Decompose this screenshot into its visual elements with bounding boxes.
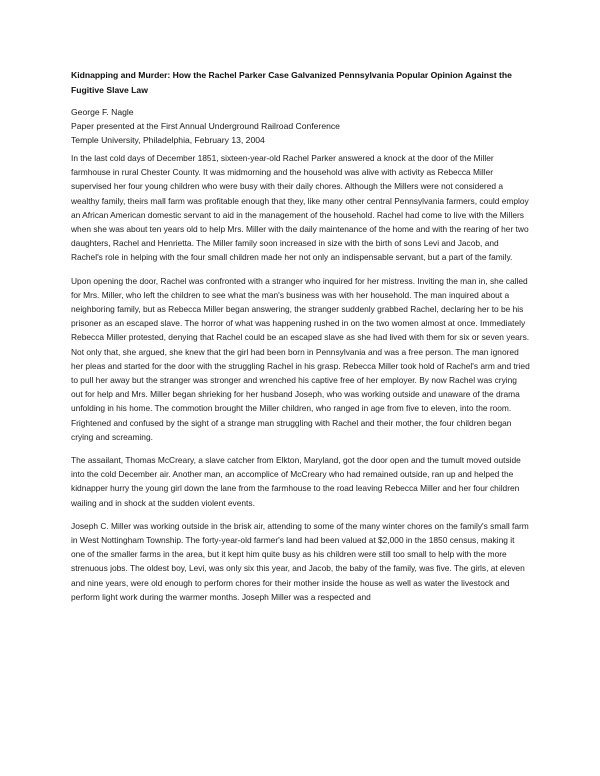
author-name: George F. Nagle <box>71 107 134 117</box>
body-paragraph: In the last cold days of December 1851, sixteen-year-old Rachel Parker answered a knock at the door of the Miller farmhouse in rural Chester County. It was midmorning and the household was alive with activity as Rebecca Miller supervised her four young children who were busy with their daily chores. Although the Millers were not considered a wealthy family, theirs mall farm was profitable enough that they, like many other central Pennsylvania farmers, could employ an African American domestic servant to aid in the management of the household. Rachel had come to live with the Millers when she was about ten years old to help Mrs. Miller with the daily maintenance of the home and with the rearing of her two daughters, Rachel and Henrietta. The Miller family soon increased in size with the birth of sons Levi and Jacob, and Rachel's role in helping with the four small children made her not only an indispensable servant, but a part of the family. <box>71 153 529 263</box>
byline <box>71 105 530 147</box>
paper-title: Kidnapping and Murder: How the Rachel Parker Case Galvanized Pennsylvania Popular Opinion Against the Fugitive Slave Law <box>71 70 512 95</box>
affiliation-date-line: Temple University, Philadelphia, February 13, 2004 <box>71 135 265 145</box>
body-paragraph: Upon opening the door, Rachel was confronted with a stranger who inquired for her mistress. Inviting the man in, she called for Mrs. Miller, who left the children to see what the man's business was with her household. The man inquired about a neighboring family, but as Rebecca Miller began answering, the stranger suddenly grabbed Rachel, declaring her to be his prisoner as an escaped slave. The horror of what was happening rushed in on the two women almost at once. Immediately Rebecca Miller protested, denying that Rachel could be an escaped slave as she had lived with them for six or seven years. Not only that, she argued, she knew that the girl had been born in Pennsylvania and was a free person. The man ignored her pleas and started for the door with the struggling Rachel in his grasp. Rebecca Miller took hold of Rachel's arm and tried to pull her away but the stranger was stronger and wrenched his captive free of her employer. By now Rachel was crying out for help and Mrs. Miller began shrieking for her husband Joseph, who was working outside and unaware of the drama unfolding in his home. The commotion brought the Miller children, who ranged in age from five to eleven, into the room. Frightened and confused by the sight of a strange man struggling with Rachel and their mother, the four children began crying and screaming. <box>71 275 530 442</box>
body-paragraph: Joseph C. Miller was working outside in the brisk air, attending to some of the many winter chores on the family's small farm in West Nottingham Township. The forty-year-old farmer's land had been valued at $2,000 in the 1850 census, making it one of the smaller farms in the area, but it kept him quite busy as his children were still too small to help with the more strenuous jobs. The oldest boy, Levi, was only six this year, and Jacob, the baby of the family, was five. The girls, at eleven and nine years, were old enough to perform chores for their mother inside the house as well as water the livestock and perform light work during the warmer months. Joseph Miller was a respected and <box>71 520 529 602</box>
venue-line: Paper presented at the First Annual Underground Railroad Conference <box>71 121 340 131</box>
paper-content <box>71 68 530 613</box>
body-paragraph: The assailant, Thomas McCreary, a slave catcher from Elkton, Maryland, got the door open and the tumult moved outside into the cold December air. Another man, an accomplice of McCreary who had remained outside, ran up and helped the kidnapper hurry the young girl down the lane from the farmhouse to the road leaving Rebecca Miller and her four children wailing and in shock at the sudden violent events. <box>71 455 521 508</box>
